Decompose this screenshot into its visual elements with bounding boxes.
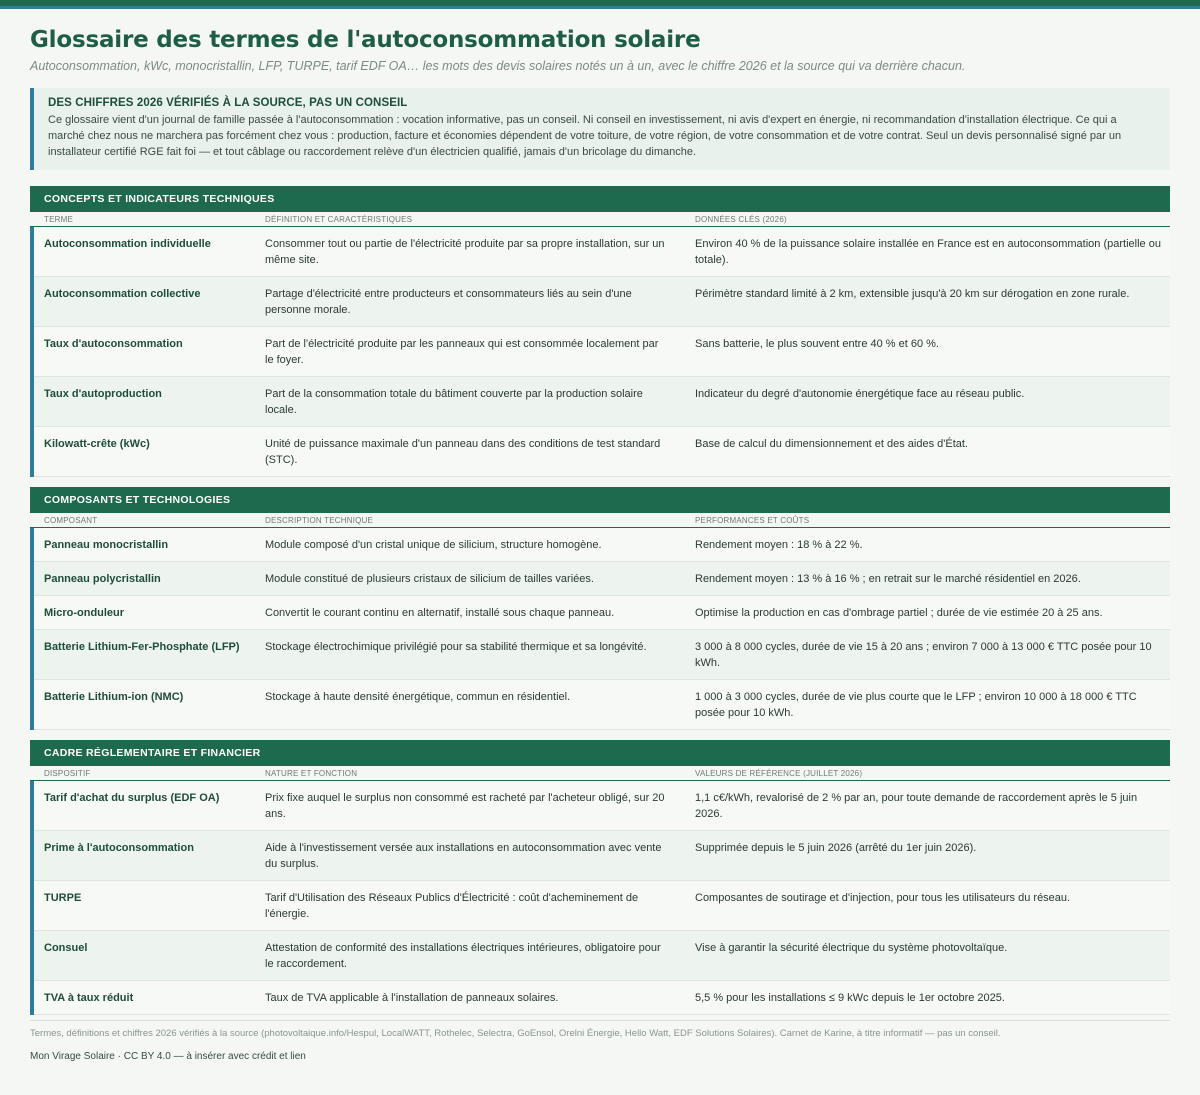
row-definition: Part de la consommation totale du bâtiment couverte par la production solaire locale. (265, 388, 643, 416)
row-definition: Unité de puissance maximale d'un panneau dans des conditions de test standard (STC). (265, 438, 661, 466)
table-row (34, 596, 1170, 630)
table-row (34, 227, 1170, 277)
page-content (0, 27, 1200, 1062)
table-row (34, 427, 1170, 477)
column-header-data: PERFORMANCES ET COÛTS (695, 516, 810, 525)
row-data: 3 000 à 8 000 cycles, durée de vie 15 à 20 ans ; environ 7 000 à 13 000 € TTC posée pour 10 kWh. (695, 641, 1152, 669)
column-headers (30, 513, 1170, 528)
table-row (34, 881, 1170, 931)
table-row (34, 931, 1170, 981)
row-definition: Stockage électrochimique privilégié pour sa stabilité thermique et sa longévité. (265, 641, 647, 653)
row-data: 1,1 c€/kWh, revalorisé de 2 % par an, pour toute demande de raccordement après le 5 juin 2026. (695, 792, 1138, 820)
row-data: Vise à garantir la sécurité électrique du système photovoltaïque. (695, 942, 1008, 954)
table-row (34, 327, 1170, 377)
column-header-definition: DESCRIPTION TECHNIQUE (265, 516, 374, 525)
row-definition: Prix fixe auquel le surplus non consommé est racheté par l'acheteur obligé, sur 20 ans. (265, 792, 665, 820)
column-header-data: DONNÉES CLÉS (2026) (695, 215, 787, 224)
row-definition: Stockage à haute densité énergétique, commun en résidentiel. (265, 691, 571, 703)
row-definition: Convertit le courant continu en alternatif, installé sous chaque panneau. (265, 607, 615, 619)
row-data: Optimise la production en cas d'ombrage partiel ; durée de vie estimée 20 à 25 ans. (695, 607, 1103, 619)
row-definition: Part de l'électricité produite par les panneaux qui est consommée localement par le foyer. (265, 338, 659, 366)
row-data: Base de calcul du dimensionnement et des aides d'État. (695, 438, 968, 450)
disclaimer-text: Ce glossaire vient d'un journal de famille passée à l'autoconsommation : vocation informative, pas un conseil. Ni conseil en investissement, ni avis d'expert en énergie, ni recommandation d'installation électrique. Ce qui a marché chez nous ne marchera pas forcément chez vous : production, facture et économies dépendent de votre toiture, de votre région, de votre consommation et de votre contrat. Seul un devis personnalisé signé par un installateur certifié RGE fait foi — et tout câblage ou raccordement relève d'un électricien qualifié, jamais d'un bricolage du dimanche. (48, 114, 1122, 158)
row-definition: Taux de TVA applicable à l'installation de panneaux solaires. (265, 992, 559, 1004)
section-regulatory (30, 740, 1170, 1015)
row-term: Kilowatt-crête (kWc) (44, 438, 150, 450)
section-components (30, 487, 1170, 730)
row-definition: Module constitué de plusieurs cristaux de silicium de tailles variées. (265, 573, 594, 585)
page-title: Glossaire des termes de l'autoconsommation solaire (30, 27, 701, 53)
row-term: Micro-onduleur (44, 607, 125, 619)
footer-credit: Mon Virage Solaire · CC BY 4.0 — à insérer avec crédit et lien (30, 1051, 306, 1062)
row-data: Rendement moyen : 13 % à 16 % ; en retrait sur le marché résidentiel en 2026. (695, 573, 1081, 585)
row-definition: Consommer tout ou partie de l'électricité produite par sa propre installation, sur un même site. (265, 238, 665, 266)
table-row (34, 528, 1170, 562)
row-data: 5,5 % pour les installations ≤ 9 kWc depuis le 1er octobre 2025. (695, 992, 1005, 1004)
row-data: Environ 40 % de la puissance solaire installée en France est en autoconsommation (partielle ou totale). (695, 238, 1161, 266)
table-row (34, 377, 1170, 427)
footer-sources: Termes, définitions et chiffres 2026 vérifiés à la source (photovoltaique.info/Hespul, LocalWATT, Rothelec, Selectra, GoEnsol, Orelni Énergie, Hello Watt, EDF Solutions Solaires). Carnet de Karine, à titre informatif — pas un conseil. (30, 1028, 1001, 1039)
row-data: Sans batterie, le plus souvent entre 40 % et 60 %. (695, 338, 939, 350)
section-title: CONCEPTS ET INDICATEURS TECHNIQUES (30, 186, 1170, 212)
table-body (30, 227, 1170, 477)
column-headers (30, 766, 1170, 781)
row-data: Indicateur du degré d'autonomie énergétique face au réseau public. (695, 388, 1025, 400)
table-body (30, 528, 1170, 730)
row-term: Taux d'autoconsommation (44, 338, 183, 350)
row-data: Composantes de soutirage et d'injection, pour tous les utilisateurs du réseau. (695, 892, 1071, 904)
row-term: Autoconsommation individuelle (44, 238, 211, 250)
row-term: Panneau monocristallin (44, 539, 169, 551)
row-term: Consuel (44, 942, 88, 954)
table-row (34, 831, 1170, 881)
table-row (34, 277, 1170, 327)
table-row (34, 562, 1170, 596)
section-title: CADRE RÉGLEMENTAIRE ET FINANCIER (30, 740, 1170, 766)
top-accent-stripe (0, 6, 1200, 9)
disclaimer-title: DES CHIFFRES 2026 VÉRIFIÉS À LA SOURCE, PAS UN CONSEIL (48, 97, 408, 109)
column-header-term: DISPOSITIF (44, 769, 91, 778)
row-definition: Aide à l'investissement versée aux installations en autoconsommation avec vente du surplus. (265, 842, 662, 870)
column-header-term: TERME (44, 215, 73, 224)
row-definition: Tarif d'Utilisation des Réseaux Publics d'Électricité : coût d'acheminement de l'énergie. (265, 892, 639, 920)
column-header-data: VALEURS DE RÉFÉRENCE (JUILLET 2026) (695, 769, 863, 778)
row-term: Batterie Lithium-Fer-Phosphate (LFP) (44, 641, 240, 653)
table-row (34, 680, 1170, 730)
row-data: Rendement moyen : 18 % à 22 %. (695, 539, 863, 551)
row-term: Prime à l'autoconsommation (44, 842, 194, 854)
row-term: Taux d'autoproduction (44, 388, 162, 400)
row-term: TURPE (44, 892, 82, 904)
column-header-term: COMPOSANT (44, 516, 98, 525)
row-term: TVA à taux réduit (44, 992, 134, 1004)
row-term: Autoconsommation collective (44, 288, 201, 300)
column-header-definition: DÉFINITION ET CARACTÉRISTIQUES (265, 215, 413, 224)
column-headers (30, 212, 1170, 227)
table-row (34, 781, 1170, 831)
row-data: 1 000 à 3 000 cycles, durée de vie plus courte que le LFP ; environ 10 000 à 18 000 € TTC posée pour 10 kWh. (695, 691, 1137, 719)
page-subtitle: Autoconsommation, kWc, monocristallin, LFP, TURPE, tarif EDF OA… les mots des devis solaires notés un à un, avec le chiffre 2026 et la source qui va derrière chacun. (30, 59, 966, 73)
table-row (34, 981, 1170, 1015)
section-title: COMPOSANTS ET TECHNOLOGIES (30, 487, 1170, 513)
section-concepts (30, 186, 1170, 477)
table-body (30, 781, 1170, 1015)
row-data: Supprimée depuis le 5 juin 2026 (arrêté du 1er juin 2026). (695, 842, 977, 854)
column-header-definition: NATURE ET FONCTION (265, 769, 358, 778)
disclaimer-box (30, 88, 1170, 170)
row-definition: Attestation de conformité des installations électriques intérieures, obligatoire pour le raccordement. (265, 942, 661, 970)
row-term: Panneau polycristallin (44, 573, 161, 585)
row-definition: Module composé d'un cristal unique de silicium, structure homogène. (265, 539, 602, 551)
row-term: Batterie Lithium-ion (NMC) (44, 691, 184, 703)
row-term: Tarif d'achat du surplus (EDF OA) (44, 792, 220, 804)
row-definition: Partage d'électricité entre producteurs et consommateurs liés au sein d'une personne morale. (265, 288, 632, 316)
row-data: Périmètre standard limité à 2 km, extensible jusqu'à 20 km sur dérogation en zone rurale. (695, 288, 1130, 300)
table-row (34, 630, 1170, 680)
